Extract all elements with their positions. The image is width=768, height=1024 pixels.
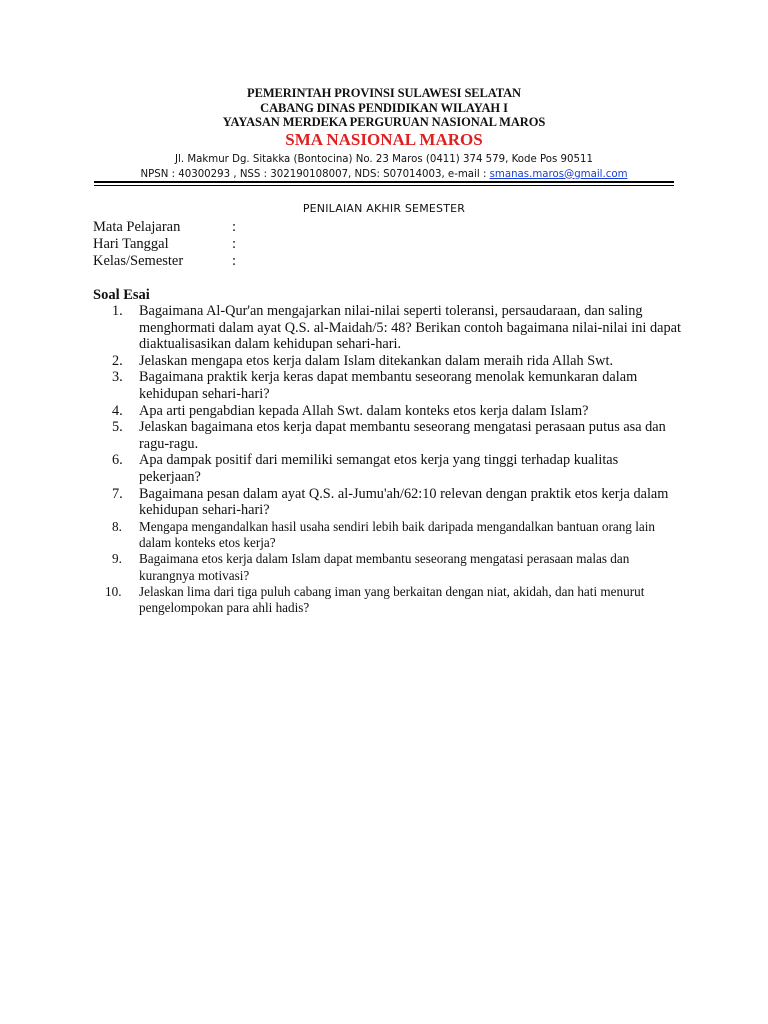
question-number: 10. [105,583,122,599]
question-number: 2. [112,352,123,369]
question-number: 5. [112,419,123,436]
meta-label: Hari Tanggal [93,236,169,252]
question-text: Jelaskan mengapa etos kerja dalam Islam ditekankan dalam meraih rida Allah Swt. [139,352,614,369]
question-number: 1. [112,303,123,319]
question-number: 3. [112,369,123,386]
question-text: Bagaimana pesan dalam ayat Q.S. al-Jumu'ah/62:10 relevan dengan praktik etos kerja dalam kehidupan sehari-hari? [139,485,669,519]
email-link[interactable]: smanas.maros@gmail.com [489,168,628,180]
school-name: SMA NASIONAL MAROS [285,129,483,149]
question-text: Bagaimana Al-Qur'an mengajarkan nilai-nilai seperti toleransi, persaudaraan, dan saling menghormati dalam ayat Q.S. al-Maidah/5: 48? Berikan contoh bagaimana nilai-nilai ini dapat diaktualisasikan dalam kehidupan sehari-hari. [139,303,681,353]
question-number: 4. [112,402,123,419]
question-item [93,403,683,420]
question-text: Bagaimana praktik kerja keras dapat membantu seseorang menolak kemunkaran dalam kehidupan sehari-hari? [139,369,638,402]
question-text: Jelaskan bagaimana etos kerja dapat membantu seseorang mengatasi perasaan putus asa dan ragu-ragu. [139,419,666,452]
letterhead-line-1: PEMERINTAH PROVINSI SULAWESI SELATAN [247,86,521,100]
question-text: Jelaskan lima dari tiga puluh cabang iman yang berkaitan dengan niat, akidah, dan hati menurut pengelompokan para ahli hadis? [139,583,645,616]
question-item [93,303,683,353]
meta-label: Kelas/Semester [93,253,184,269]
question-number: 8. [112,518,122,534]
meta-colon: : [232,219,237,235]
question-list [93,303,683,617]
question-text: Apa arti pengabdian kepada Allah Swt. dalam konteks etos kerja dalam Islam? [139,402,589,419]
question-text: Apa dampak positif dari memiliki semangat etos kerja yang tinggi terhadap kualitas pekerjaan? [139,452,619,485]
letterhead [94,86,674,182]
question-item [93,353,683,370]
question-number: 7. [112,485,123,502]
question-item [93,486,683,519]
school-address: Jl. Makmur Dg. Sitakka (Bontocina) No. 23 Maros (0411) 374 579, Kode Pos 90511 [175,153,593,165]
question-item [93,551,683,584]
header-rule-thin [94,185,674,186]
question-item [93,584,683,617]
school-identifiers [94,167,674,182]
question-item [93,419,683,452]
identifiers-text: NPSN : 40300293 , NSS : 302190108007, NDS: S07014003, e-mail : [140,168,490,180]
letterhead-line-2: CABANG DINAS PENDIDIKAN WILAYAH I [260,100,508,115]
question-item [93,452,683,485]
exam-title: PENILAIAN AKHIR SEMESTER [302,202,466,215]
meta-label: Mata Pelajaran [93,219,181,235]
question-number: 6. [112,452,123,469]
question-item [93,369,683,402]
question-number: 9. [112,551,122,567]
question-text: Mengapa mengandalkan hasil usaha sendiri lebih baik daripada mengandalkan bantuan orang lain dalam konteks etos kerja? [139,518,655,551]
meta-colon: : [232,236,237,252]
meta-colon: : [232,253,237,269]
question-item [93,519,683,552]
question-text: Bagaimana etos kerja dalam Islam dapat membantu seseorang mengatasi perasaan malas dan kurangnya motivasi? [139,551,630,583]
section-title: Soal Esai [93,287,150,303]
letterhead-line-3: YAYASAN MERDEKA PERGURUAN NASIONAL MAROS [222,115,546,129]
header-rule-thick [94,181,674,183]
